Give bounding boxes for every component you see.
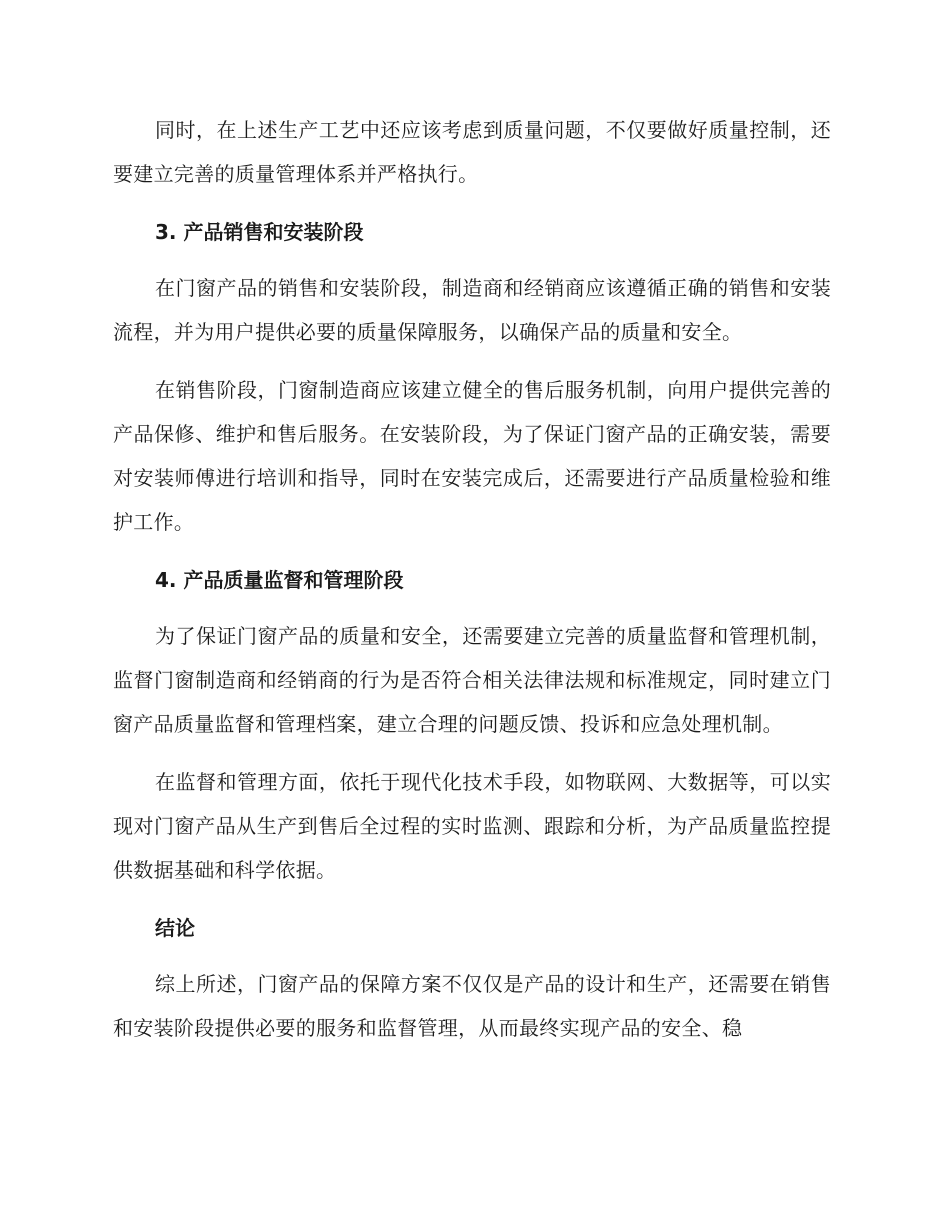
heading-conclusion: 结论 [155,916,195,940]
document-body [113,108,831,1064]
paragraph-conclusion: 综上所述，门窗产品的保障方案不仅仅是产品的设计和生产，还需要在销售和安装阶段提供必要的服务和监督管理，从而最终实现产品的安全、稳 [113,972,831,1040]
heading-sales-installation: 3. 产品销售和安装阶段 [155,220,364,244]
paragraph-technology-monitoring: 在监督和管理方面，依托于现代化技术手段，如物联网、大数据等，可以实现对门窗产品从生产到售后全过程的实时监测、跟踪和分析，为产品质量监控提供数据基础和科学依据。 [113,770,831,882]
paragraph-after-sales: 在销售阶段，门窗制造商应该建立健全的售后服务机制，向用户提供完善的产品保修、维护和售后服务。在安装阶段，为了保证门窗产品的正确安装，需要对安装师傅进行培训和指导，同时在安装完成后，还需要进行产品质量检验和维护工作。 [113,378,831,534]
paragraph-quality-control: 同时，在上述生产工艺中还应该考虑到质量问题，不仅要做好质量控制，还要建立完善的质量管理体系并严格执行。 [113,118,831,186]
paragraph-sales-installation-intro: 在门窗产品的销售和安装阶段，制造商和经销商应该遵循正确的销售和安装流程，并为用户提供必要的质量保障服务，以确保产品的质量和安全。 [113,276,831,344]
paragraph-supervision-mechanism: 为了保证门窗产品的质量和安全，还需要建立完善的质量监督和管理机制，监督门窗制造商和经销商的行为是否符合相关法律法规和标准规定，同时建立门窗产品质量监督和管理档案，建立合理的问题反馈、投诉和应急处理机制。 [113,624,831,736]
heading-quality-supervision: 4. 产品质量监督和管理阶段 [155,568,404,592]
